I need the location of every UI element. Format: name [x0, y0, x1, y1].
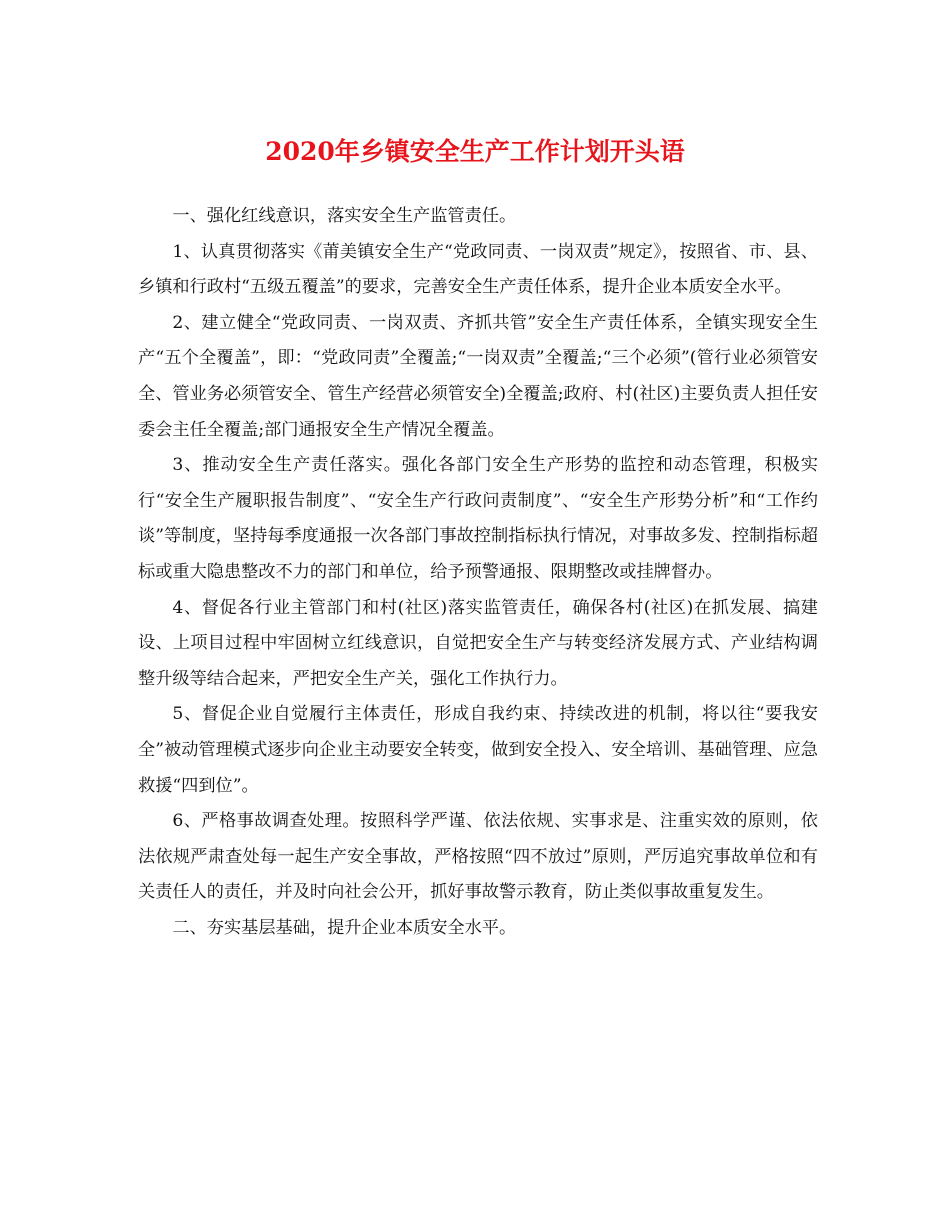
paragraph-section-2-heading: 二、夯实基层基础，提升企业本质安全水平。 [172, 917, 517, 938]
paragraph-item-4: 4、督促各行业主管部门和村(社区)落实监管责任，确保各村(社区)在抓发展、搞建设、上项目过程中牢固树立红线意识，自觉把安全生产与转变经济发展方式、产业结构调整升级等结合起来，严把安全生产关，强化工作执行力。 [138, 597, 818, 689]
paragraph-item-1: 1、认真贯彻落实《莆美镇安全生产“党政同责、一岗双责”规定》，按照省、市、县、乡镇和行政村“五级五覆盖”的要求，完善安全生产责任体系，提升企业本质安全水平。 [138, 241, 818, 298]
paragraph-item-3: 3、推动安全生产责任落实。强化各部门安全生产形势的监控和动态管理，积极实行“安全生产履职报告制度”、“安全生产行政问责制度”、“安全生产形势分析”和“工作约谈”等制度，坚持每季度通报一次各部门事故控制指标执行情况，对事故多发、控制指标超标或重大隐患整改不力的部门和单位，给予预警通报、限期整改或挂牌督办。 [138, 455, 818, 582]
paragraph-item-6: 6、严格事故调查处理。按照科学严谨、依法依规、实事求是、注重实效的原则，依法依规严肃查处每一起生产安全事故，严格按照“四不放过”原则，严厉追究事故单位和有关责任人的责任，并及时向社会公开，抓好事故警示教育，防止类似事故重复发生。 [138, 811, 818, 903]
document-body [138, 199, 818, 946]
paragraph-item-5: 5、督促企业自觉履行主体责任，形成自我约束、持续改进的机制，将以往“要我安全”被动管理模式逐步向企业主动要安全转变，做到安全投入、安全培训、基础管理、应急救援“四到位”。 [138, 704, 818, 796]
paragraph-item-2: 2、建立健全“党政同责、一岗双责、齐抓共管”安全生产责任体系，全镇实现安全生产“五个全覆盖”，即：“党政同责”全覆盖;“一岗双责”全覆盖;“三个必须”(管行业必须管安全、管业务必须管安全、管生产经营必须管安全)全覆盖;政府、村(社区)主要负责人担任安委会主任全覆盖;部门通报安全生产情况全覆盖。 [138, 312, 818, 440]
document-title: 2020年乡镇安全生产工作计划开头语 [265, 137, 685, 166]
paragraph-section-1-heading: 一、强化红线意识，落实安全生产监管责任。 [172, 206, 517, 226]
